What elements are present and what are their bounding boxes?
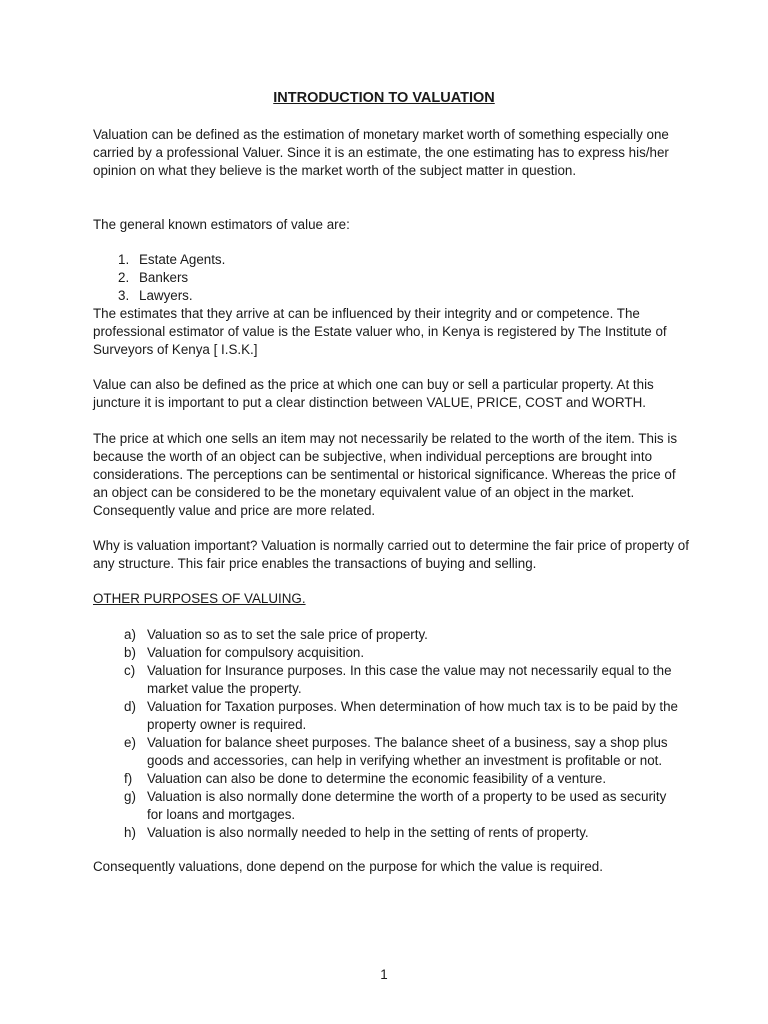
value-paragraph: Value can also be defined as the price at which one can buy or sell a particular property. At this juncture it is important to put a clear distinction between VALUE, PRICE, COST and WORTH.: [93, 377, 654, 410]
list-item: [124, 626, 684, 644]
intro-paragraph: Valuation can be defined as the estimation of monetary market worth of something especially one carried by a professional Valuer. Since it is an estimate, the one estimating has to express his/her opinion on what they believe is the market worth of the subject matter in question.: [93, 127, 669, 178]
list-item: [118, 269, 225, 287]
list-item: [124, 644, 684, 662]
list-marker: g): [124, 789, 136, 804]
list-marker: 2.: [118, 270, 130, 285]
list-marker: b): [124, 645, 136, 660]
estimators-intro-paragraph: The general known estimators of value are:: [93, 217, 350, 232]
estimators-list: [118, 251, 225, 305]
list-item-text: Valuation for Insurance purposes. In this case the value may not necessarily equal to the market value the property.: [147, 663, 672, 696]
why-paragraph: Why is valuation important? Valuation is normally carried out to determine the fair price of property of any structure. This fair price enables the transactions of buying and selling.: [93, 538, 689, 571]
list-item-text: Valuation for Taxation purposes. When determination of how much tax is to be paid by the property owner is required.: [147, 699, 678, 732]
estimates-paragraph: The estimates that they arrive at can be influenced by their integrity and or competence. The professional estimator of value is the Estate valuer who, in Kenya is registered by The Institute of Surveyors of Kenya [ I.S.K.]: [93, 306, 667, 357]
list-marker: h): [124, 825, 136, 840]
list-marker: d): [124, 699, 136, 714]
conclusion-paragraph: Consequently valuations, done depend on the purpose for which the value is required.: [93, 859, 603, 874]
list-marker: f): [124, 771, 133, 786]
list-item: [124, 698, 684, 734]
list-item: [124, 662, 684, 698]
list-item-text: Estate Agents.: [139, 252, 226, 267]
list-item-text: Bankers: [139, 270, 189, 285]
list-item-text: Lawyers.: [139, 288, 193, 303]
page-title: INTRODUCTION TO VALUATION: [273, 90, 495, 106]
list-item: [124, 824, 684, 842]
list-marker: a): [124, 627, 136, 642]
list-marker: 3.: [118, 288, 130, 303]
list-item: [118, 251, 225, 269]
list-marker: c): [124, 663, 136, 678]
list-marker: e): [124, 735, 136, 750]
page-number: 1: [380, 967, 388, 982]
purposes-list: [124, 626, 684, 842]
list-item: [118, 287, 225, 305]
list-item-text: Valuation can also be done to determine the economic feasibility of a venture.: [147, 771, 607, 786]
list-item: [124, 788, 684, 824]
list-item: [124, 734, 684, 770]
list-item-text: Valuation is also normally done determine the worth of a property to be used as security for loans and mortgages.: [147, 789, 667, 822]
list-item: [124, 770, 684, 788]
section-heading: OTHER PURPOSES OF VALUING.: [93, 591, 306, 606]
list-item-text: Valuation for balance sheet purposes. The balance sheet of a business, say a shop plus goods and accessories, can help in verifying whether an investment is profitable or not.: [147, 735, 668, 768]
price-paragraph: The price at which one sells an item may not necessarily be related to the worth of the item. This is because the worth of an object can be subjective, when individual perceptions are brought into considerations. The perceptions can be sentimental or historical significance. Whereas the price of an object can be considered to be the monetary equivalent value of an object in the market. Consequently value and price are more related.: [93, 431, 678, 518]
list-item-text: Valuation is also normally needed to help in the setting of rents of property.: [147, 825, 589, 840]
list-item-text: Valuation so as to set the sale price of property.: [147, 627, 428, 642]
list-marker: 1.: [118, 252, 130, 267]
list-item-text: Valuation for compulsory acquisition.: [147, 645, 365, 660]
